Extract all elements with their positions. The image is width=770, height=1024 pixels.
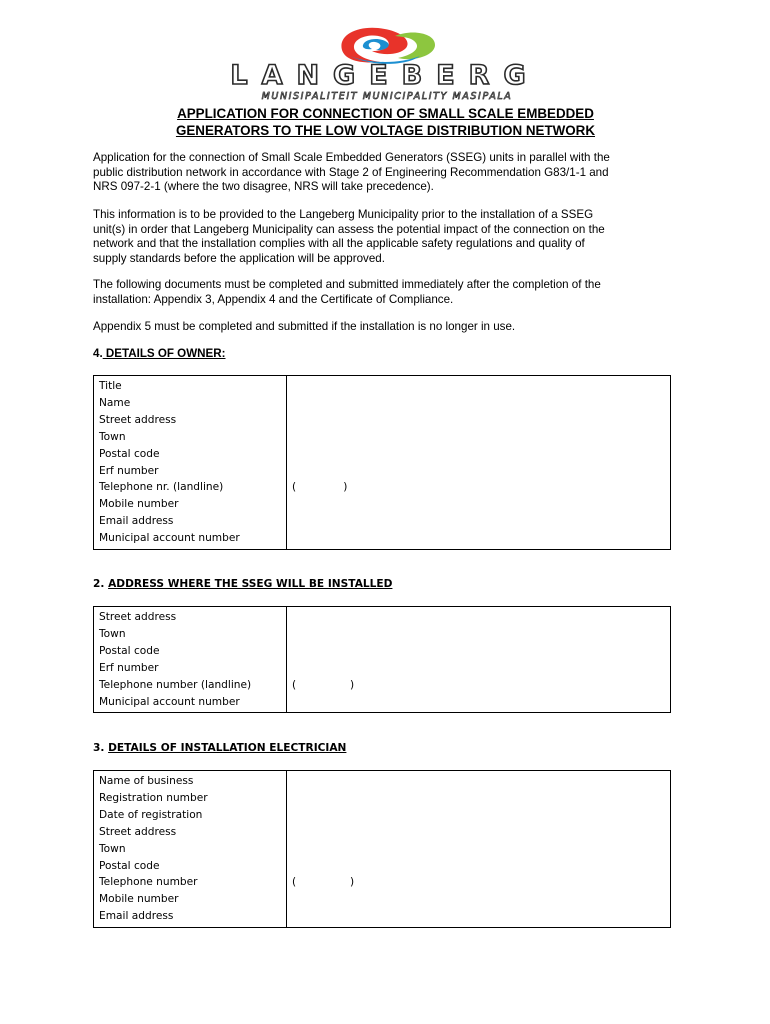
field-label: Street address: [99, 413, 177, 426]
field-label: Date of registration: [99, 808, 203, 821]
municipal-account-input[interactable]: [292, 694, 670, 711]
municipal-account-input[interactable]: [292, 530, 670, 547]
email-address-input[interactable]: [292, 513, 670, 530]
mobile-number-input[interactable]: [292, 891, 670, 908]
street-address-input[interactable]: [292, 824, 670, 841]
section-heading-owner: [93, 347, 225, 360]
field-label: Erf number: [99, 464, 159, 477]
town-input[interactable]: [292, 841, 670, 858]
field-label: Email address: [99, 910, 174, 923]
field-label: Postal code: [99, 447, 160, 460]
paragraph-line: supply standards before the application will be approved.: [93, 252, 385, 266]
field-label: Telephone number (landline): [99, 678, 252, 691]
paragraph-line: network and that the installation complies with all the applicable safety regulations and quality of: [93, 237, 585, 251]
field-label: Postal code: [99, 644, 160, 657]
field-label: Name: [99, 396, 131, 409]
purpose-paragraph: [93, 208, 678, 267]
field-label: Municipal account number: [99, 695, 240, 708]
paragraph-line: unit(s) in order that Langeberg Municipality can assess the potential impact of the connection on the: [93, 222, 605, 236]
section-number: 4.: [93, 347, 103, 360]
field-label: Mobile number: [99, 893, 179, 906]
field-labels: [94, 607, 287, 713]
field-labels: [94, 771, 287, 928]
paragraph-line: Application for the connection of Small Scale Embedded Generators (SSEG) units in parallel with the: [93, 151, 610, 164]
paragraph-line: NRS 097-2-1 (where the two disagree, NRS will take precedence).: [93, 180, 434, 194]
field-label: Town: [99, 842, 126, 855]
logo-wordmark: LANGEBERG: [230, 60, 540, 91]
telephone-input[interactable]: ( ): [292, 678, 355, 691]
email-address-input[interactable]: [292, 908, 670, 925]
appendix-paragraph: [93, 320, 678, 335]
section-number: 3.: [93, 742, 109, 754]
telephone-input[interactable]: ( ): [292, 481, 348, 494]
section-heading-electrician: [93, 742, 346, 754]
paragraph-line: The following documents must be completed and submitted immediately after the completion of the: [93, 278, 601, 291]
registration-number-input[interactable]: [292, 790, 670, 807]
town-input[interactable]: [292, 626, 670, 643]
field-label: Erf number: [99, 661, 159, 674]
table-row: [94, 607, 671, 713]
paragraph-line: Appendix 5 must be completed and submitted if the installation is no longer in use.: [93, 320, 516, 333]
field-label: Telephone number: [99, 876, 198, 889]
mobile-number-input[interactable]: [292, 496, 670, 513]
telephone-input[interactable]: ( ): [292, 876, 355, 889]
logo-emblem: [341, 28, 435, 64]
intro-paragraph: [93, 151, 678, 195]
street-address-input[interactable]: [292, 412, 670, 429]
field-label: Street address: [99, 611, 177, 623]
electrician-details-table: [93, 770, 671, 928]
field-label: Email address: [99, 515, 174, 528]
paragraph-line: installation: Appendix 3, Appendix 4 and the Certificate of Compliance.: [93, 292, 454, 306]
business-name-input[interactable]: [292, 773, 670, 790]
street-address-input[interactable]: [292, 609, 670, 626]
erf-number-input[interactable]: [292, 463, 670, 480]
erf-number-input[interactable]: [292, 660, 670, 677]
field-label: Municipal account number: [99, 532, 240, 545]
name-input[interactable]: [292, 395, 670, 412]
paragraph-line: public distribution network in accordance with Stage 2 of Engineering Recommendation G83/1-1 and: [93, 165, 609, 179]
town-input[interactable]: [292, 429, 670, 446]
postal-code-input[interactable]: [292, 446, 670, 463]
field-label: Name of business: [99, 775, 194, 787]
field-label: Mobile number: [99, 498, 179, 511]
section-number: 2.: [93, 578, 109, 590]
title-line: GENERATORS TO THE LOW VOLTAGE DISTRIBUTION NETWORK: [175, 123, 596, 138]
section-title: DETAILS OF INSTALLATION ELECTRICIAN: [108, 742, 347, 754]
registration-date-input[interactable]: [292, 807, 670, 824]
field-label: Postal code: [99, 859, 160, 872]
langeberg-logo-graphic: [150, 20, 620, 102]
field-labels: [94, 376, 287, 550]
field-label: Street address: [99, 825, 177, 838]
field-values: [287, 607, 671, 713]
title-line: APPLICATION FOR CONNECTION OF SMALL SCALE EMBEDDED: [177, 106, 594, 121]
field-label: Title: [99, 380, 122, 392]
logo-tagline: MUNISIPALITEIT MUNICIPALITY MASIPALA: [261, 91, 513, 102]
paragraph-line: This information is to be provided to the Langeberg Municipality prior to the installation of a SSEG: [93, 208, 594, 221]
section-heading-sseg-address: [93, 578, 392, 590]
postal-code-input[interactable]: [292, 858, 670, 875]
document-title: [93, 105, 678, 139]
langeberg-logo: [150, 20, 620, 102]
field-label: Town: [99, 627, 126, 640]
documents-paragraph: [93, 278, 678, 307]
owner-details-table: [93, 375, 671, 550]
field-values: [287, 376, 671, 550]
sseg-address-table: [93, 606, 671, 713]
field-label: Registration number: [99, 791, 208, 804]
section-title: DETAILS OF OWNER:: [102, 347, 226, 360]
title-input[interactable]: [292, 378, 670, 395]
postal-code-input[interactable]: [292, 643, 670, 660]
table-row: [94, 376, 671, 550]
field-values: [287, 771, 671, 928]
field-label: Telephone nr. (landline): [99, 481, 224, 494]
table-row: [94, 771, 671, 928]
section-title: ADDRESS WHERE THE SSEG WILL BE INSTALLED: [108, 578, 393, 590]
field-label: Town: [99, 430, 126, 443]
